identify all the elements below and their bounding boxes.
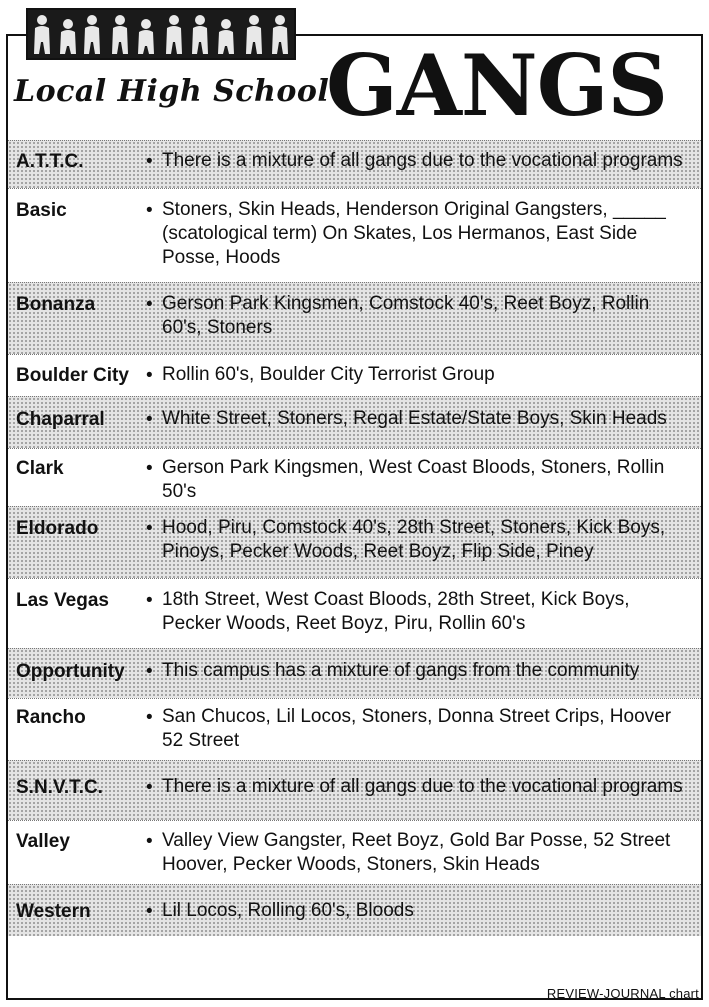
school-name: Chaparral (16, 409, 105, 430)
gang-list: Valley View Gangster, Reet Boyz, Gold Bar Posse, 52 Street Hoover, Pecker Woods, Stoners, Skin Heads (162, 830, 671, 875)
bullet-icon: • (146, 200, 153, 221)
people-icon-graphic (28, 10, 294, 58)
bullet-icon: • (146, 518, 153, 539)
table-row (8, 648, 701, 698)
people-silhouettes-icon (26, 8, 296, 60)
school-name: Opportunity (16, 661, 125, 682)
school-name: Clark (16, 458, 64, 479)
bullet-icon: • (146, 151, 153, 172)
school-name: Western (16, 901, 91, 922)
headline: GANGS (326, 36, 668, 135)
table-row (8, 140, 701, 188)
school-name: Las Vegas (16, 590, 109, 611)
gang-list: Gerson Park Kingsmen, West Coast Bloods, Stoners, Rollin 50's (162, 457, 665, 502)
school-name: Eldorado (16, 518, 99, 539)
source-credit: REVIEW-JOURNAL chart (546, 986, 699, 1001)
bullet-icon: • (146, 294, 153, 315)
school-name: Valley (16, 831, 70, 852)
bullet-icon: • (146, 661, 153, 682)
gang-list: 18th Street, West Coast Bloods, 28th Street, Kick Boys, Pecker Woods, Reet Boyz, Piru, Rollin 60's (162, 589, 630, 634)
school-name: Boulder City (16, 365, 129, 386)
bullet-icon: • (146, 777, 153, 798)
table-row (8, 282, 701, 354)
table-row (8, 354, 701, 396)
school-name: Bonanza (16, 294, 96, 315)
bullet-icon: • (146, 458, 153, 479)
gang-list: Lil Locos, Rolling 60's, Bloods (162, 900, 414, 921)
bullet-icon: • (146, 365, 153, 386)
gang-list: This campus has a mixture of gangs from the community (162, 660, 640, 681)
school-name: A.T.T.C. (16, 151, 84, 172)
gang-list: Rollin 60's, Boulder City Terrorist Group (162, 364, 495, 385)
gang-list: White Street, Stoners, Regal Estate/State Boys, Skin Heads (162, 408, 667, 429)
table-row (8, 506, 701, 578)
school-gang-table (8, 140, 701, 936)
bullet-icon: • (146, 901, 153, 922)
gang-list: Gerson Park Kingsmen, Comstock 40's, Reet Boyz, Rollin 60's, Stoners (162, 293, 650, 338)
table-row (8, 820, 701, 884)
bullet-icon: • (146, 707, 153, 728)
gang-list: There is a mixture of all gangs due to the vocational programs (162, 776, 683, 797)
subtitle: Local High School (14, 74, 330, 109)
table-row (8, 698, 701, 760)
gang-list: Hood, Piru, Comstock 40's, 28th Street, Stoners, Kick Boys, Pinoys, Pecker Woods, Reet Boyz, Flip Side, Piney (162, 517, 666, 562)
school-name: Basic (16, 200, 67, 221)
table-row (8, 448, 701, 506)
bullet-icon: • (146, 409, 153, 430)
school-name: Rancho (16, 707, 86, 728)
gang-list: Stoners, Skin Heads, Henderson Original Gangsters, _____ (scatological term) On Skates, Los Hermanos, East Side Posse, Hoods (162, 199, 666, 268)
bullet-icon: • (146, 590, 153, 611)
table-row (8, 760, 701, 820)
school-name: S.N.V.T.C. (16, 777, 103, 798)
table-row (8, 884, 701, 936)
gang-list: San Chucos, Lil Locos, Stoners, Donna Street Crips, Hoover 52 Street (162, 706, 672, 751)
table-row (8, 396, 701, 448)
table-row (8, 578, 701, 648)
gang-list: There is a mixture of all gangs due to the vocational programs (162, 150, 683, 171)
table-row (8, 188, 701, 282)
bullet-icon: • (146, 831, 153, 852)
